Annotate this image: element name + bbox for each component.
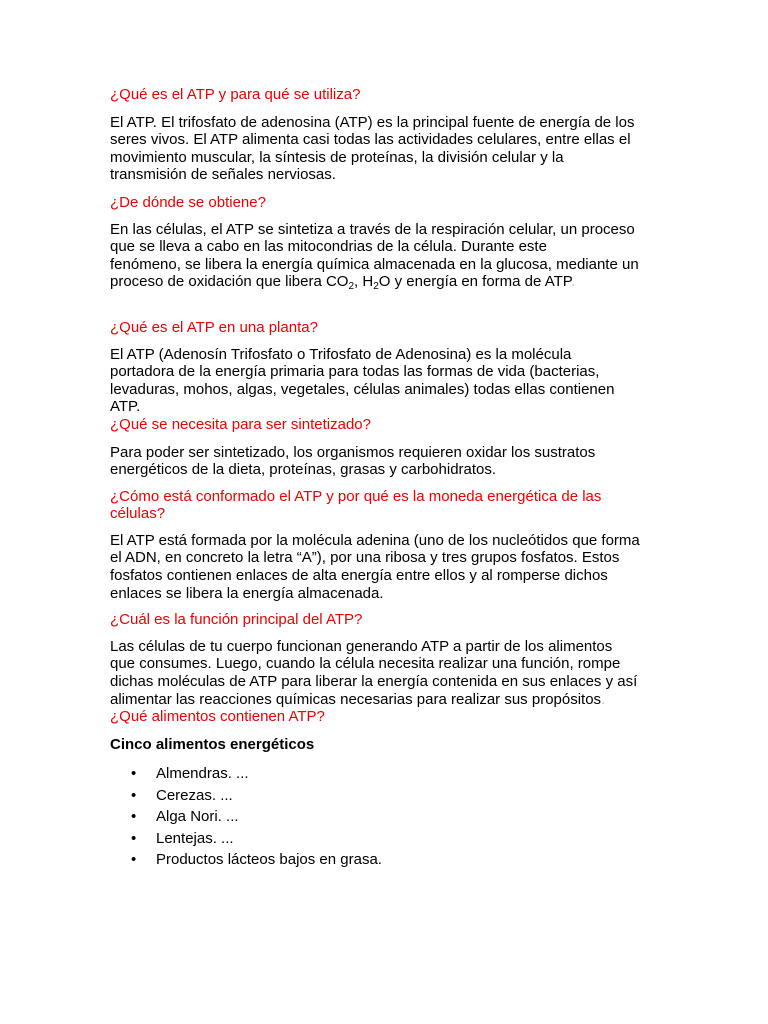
answer-line: enlaces se libera la energía almacenada. xyxy=(110,584,384,602)
faded-period: . xyxy=(601,690,606,708)
answer-line xyxy=(110,691,670,709)
answer-line: el ADN, en concreto la letra “A”), por una ribosa y tres grupos fosfatos. Estos xyxy=(110,549,620,567)
document-content xyxy=(110,86,670,871)
question-heading: ¿Cómo está conformado el ATP y por qué es la moneda energética de las xyxy=(110,487,602,505)
answer-line: Las células de tu cuerpo funcionan generando ATP a partir de los alimentos xyxy=(110,637,613,655)
formula-text: proceso de oxidación que libera CO xyxy=(110,273,349,291)
section-atp-use xyxy=(110,86,670,184)
question-heading: células? xyxy=(110,505,166,523)
bullet-icon: • xyxy=(131,829,137,847)
answer-line: que consumes. Luego, cuando la célula necesita realizar una función, rompe xyxy=(110,655,621,673)
list-item xyxy=(110,763,670,785)
list-item-text: Alga Nori. ... xyxy=(156,808,239,826)
answer-line: ATP. xyxy=(110,398,141,416)
list-item xyxy=(110,849,670,871)
subscript: 2 xyxy=(373,281,379,293)
question-heading: ¿Cuál es la función principal del ATP? xyxy=(110,611,363,629)
foods-heading: Cinco alimentos energéticos xyxy=(110,735,315,753)
question-heading: ¿Qué se necesita para ser sintetizado? xyxy=(110,415,371,433)
question-heading: ¿Qué es el ATP y para qué se utiliza? xyxy=(110,86,361,103)
question-heading: ¿De dónde se obtiene? xyxy=(110,193,266,211)
formula-text: O y energía en forma de ATP xyxy=(378,273,571,291)
section-plant xyxy=(110,319,670,416)
answer-line: El ATP (Adenosín Trifosfato o Trifosfato de Adenosina) es la molécula xyxy=(110,345,572,363)
formula-text: , H xyxy=(354,273,374,291)
section-structure xyxy=(110,488,670,603)
answer-line: que se lleva a cabo en las mitocondrias de la célula. Durante este xyxy=(110,238,547,256)
answer-line-formula xyxy=(110,273,670,291)
answer-text: alimentar las reacciones químicas necesarias para realizar sus propósitos xyxy=(110,690,602,708)
bullet-icon: • xyxy=(131,851,137,869)
section-function xyxy=(110,611,670,708)
faded-period: . xyxy=(570,273,576,291)
question-heading: ¿Qué alimentos contienen ATP? xyxy=(110,708,325,726)
answer-line: levaduras, mohos, algas, vegetales, células animales) todas ellas contienen xyxy=(110,380,615,398)
section-obtain xyxy=(110,194,670,291)
answer-line: seres vivos. El ATP alimenta casi todas las actividades celulares, entre ellas el xyxy=(110,131,631,149)
subscript: 2 xyxy=(348,281,355,293)
answer-line: fosfatos contienen enlaces de alta energía entre ellos y al romperse dichos xyxy=(110,567,608,585)
answer-line: En las células, el ATP se sintetiza a través de la respiración celular, un proceso xyxy=(110,220,635,238)
answer-line: El ATP está formada por la molécula adenina (uno de los nucleótidos que forma xyxy=(110,531,640,549)
answer-line: portadora de la energía primaria para todas las formas de vida (bacterias, xyxy=(110,363,600,381)
answer-line: energéticos de la dieta, proteínas, grasas y carbohidratos. xyxy=(110,461,497,479)
bullet-icon: • xyxy=(131,808,137,826)
foods-list xyxy=(110,763,670,871)
bullet-icon: • xyxy=(131,786,137,804)
list-item xyxy=(110,828,670,850)
answer-line: dichas moléculas de ATP para liberar la energía contenida en sus enlaces y así xyxy=(110,673,638,691)
answer-line: El ATP. El trifosfato de adenosina (ATP) es la principal fuente de energía de los xyxy=(110,113,635,131)
answer-line: movimiento muscular, la síntesis de proteínas, la división celular y la xyxy=(110,148,564,166)
list-item-text: Productos lácteos bajos en grasa. xyxy=(156,851,382,869)
section-foods xyxy=(110,708,670,871)
list-item xyxy=(110,806,670,828)
list-item-text: Almendras. ... xyxy=(156,765,249,783)
section-synthesis xyxy=(110,416,670,479)
answer-line: transmisión de señales nerviosas. xyxy=(110,166,336,184)
list-item-text: Lentejas. ... xyxy=(156,829,234,847)
list-item-text: Cerezas. ... xyxy=(156,786,233,804)
answer-line: fenómeno, se libera la energía química almacenada en la glucosa, mediante un xyxy=(110,255,639,273)
question-heading: ¿Qué es el ATP en una planta? xyxy=(110,318,318,336)
list-item xyxy=(110,785,670,807)
bullet-icon: • xyxy=(131,765,137,783)
answer-line: Para poder ser sintetizado, los organismos requieren oxidar los sustratos xyxy=(110,443,596,461)
